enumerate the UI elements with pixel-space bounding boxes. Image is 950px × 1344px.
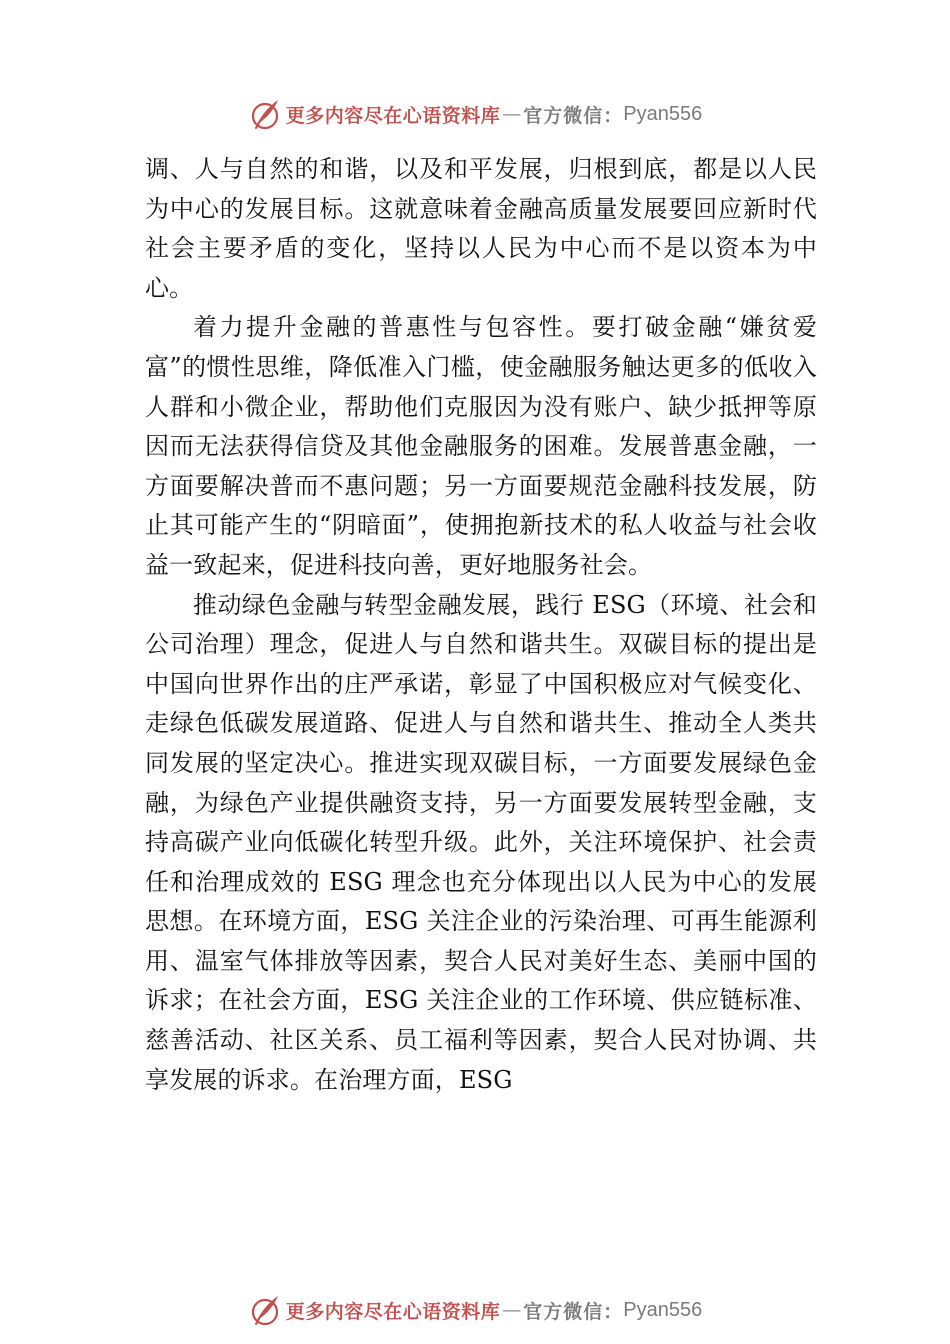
quill-logo-icon — [248, 97, 282, 131]
watermark-official-label: 官方微信： — [523, 104, 624, 127]
footer-watermark — [0, 1293, 950, 1327]
watermark-separator: — — [502, 103, 522, 125]
header-watermark — [0, 97, 950, 131]
paragraph-inclusive-finance: 着力提升金融的普惠性与包容性。要打破金融“嫌贫爱富”的惯性思维，降低准入门槛，使金融服务触达更多的低收入人群和小微企业，帮助他们克服因为没有账户、缺少抵押等原因而无法获得信贷及其他金融服务的困难。发展普惠金融，一方面要解决普而不惠问题；另一方面要规范金融科技发展，防止其可能产生的“阴暗面”，使拥抱新技术的私人收益与社会收益一致起来，促进科技向善，更好地服务社会。 — [145, 313, 817, 579]
watermark-official-label: 官方微信： — [523, 1300, 624, 1323]
watermark-site-name: 更多内容尽在心语资料库 — [285, 104, 501, 127]
document-body — [145, 150, 817, 1100]
watermark-wechat-id: Pyan556 — [623, 102, 703, 125]
watermark-site-name: 更多内容尽在心语资料库 — [285, 1300, 501, 1323]
quill-logo-icon — [248, 1293, 282, 1327]
paragraph-continuation: 调、人与自然的和谐，以及和平发展，归根到底，都是以人民为中心的发展目标。这就意味着金融高质量发展要回应新时代社会主要矛盾的变化，坚持以人民为中心而不是以资本为中心。 — [145, 155, 817, 302]
paragraph-green-finance: 推动绿色金融与转型金融发展，践行 ESG（环境、社会和公司治理）理念，促进人与自然和谐共生。双碳目标的提出是中国向世界作出的庄严承诺，彰显了中国积极应对气候变化、走绿色低碳发展道路、促进人与自然和谐共生、推动全人类共同发展的坚定决心。推进实现双碳目标，一方面要发展绿色金融，为绿色产业提供融资支持，另一方面要发展转型金融，支持高碳产业向低碳化转型升级。此外，关注环境保护、社会责任和治理成效的 ESG 理念也充分体现出以人民为中心的发展思想。在环境方面，ESG 关注企业的污染治理、可再生能源利用、温室气体排放等因素，契合人民对美好生态、美丽中国的诉求；在社会方面，ESG 关注企业的工作环境、供应链标准、慈善活动、社区关系、员工福利等因素，契合人民对协调、共享发展的诉求。在治理方面，ESG — [145, 590, 817, 1094]
watermark-wechat-id: Pyan556 — [623, 1298, 703, 1321]
watermark-separator: — — [502, 1299, 522, 1321]
